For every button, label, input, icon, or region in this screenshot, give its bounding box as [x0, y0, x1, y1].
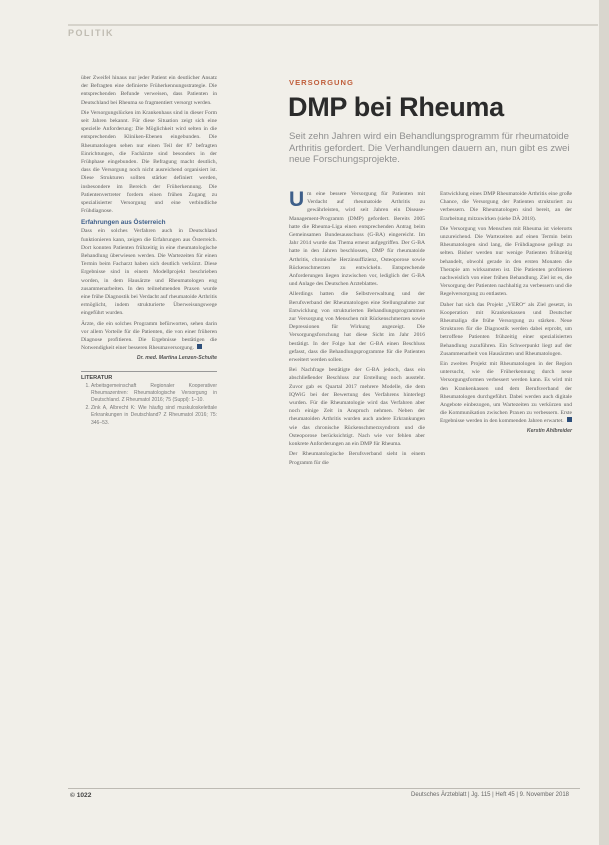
top-rule [68, 24, 598, 26]
author-name: Kerstin Ahlbreider [526, 427, 572, 434]
section-label: POLITIK [68, 28, 114, 38]
article-lead: Seit zehn Jahren wird ein Behandlungsprogramm für rheumatoide Arthritis gefordert. Die Verhandlungen dauern an, nun gibt es zwei neue Forschungsprojekte. [289, 131, 570, 165]
body-text: Ärzte, die ein solches Programm befürworten, sehen darin vor allem Vorteile für die Patienten, die von einer früheren Diagnose profitieren. Die Ergebnisse bestätigen die Notwendigkeit einer besseren Rheumaversorgung. [81, 320, 217, 352]
body-paragraph: Daher hat sich das Projekt „VERO“ als Ziel gesetzt, in Kooperation mit Krankenkassen und Deutscher Rheumaliga die frühe Versorgung zu stärken. Neue Strukturen für die Diagnostik werden dabei erprobt, um betroffene Patienten frühzeitig einer spezialisierten Behandlung zuzuführen. Ein Schwerpunkt liegt auf der Zusammenarbeit von Hausärzten und Rheumatologen. [440, 301, 572, 357]
body-paragraph: Der Rheumatologische Berufsverband sieht in einem Programm für die [289, 451, 425, 466]
body-paragraph: Dass ein solches Verfahren auch in Deutschland funktionieren kann, zeigen die Erfahrungen aus Österreich. Dort konnten Patienten frühzeitig in eine rheumatologische Behandlung überwiesen werden. Die Wartezeiten für einen Termin beim Facharzt haben sich deutlich verkürzt. Diese Ergebnisse sind in einem Modellprojekt beschrieben worden, in dem Hausärzte und Rheumatologen eng zusammenarbeiten. In den teilnehmenden Praxen wurde eine frühe Diagnostik bei Verdacht auf rheumatoide Arthritis ermöglicht, indem strukturierte Überweisungswege eingeführt wurden. [81, 228, 217, 317]
body-paragraph: über Zweifel hinaus nur jeder Patient ein deutlicher Ansatz der Befragten eine definierte Früherkennungsstrategie. Die entsprechenden Befunde verweisen, dass Patienten in Deutschland bei Rheuma so fragmentiert versorgt werden. [81, 75, 217, 106]
body-paragraph [440, 360, 572, 426]
subheading: Erfahrungen aus Österreich [81, 219, 166, 227]
article-title: DMP bei Rheuma [288, 92, 504, 122]
left-column [81, 74, 217, 428]
body-paragraph: Die Versorgungslücken im Krankenhaus sind in dieser Form seit Jahren bekannt. Für diese Situation zeigt sich eine spezielle Anforderung: Die Möglichkeit wird selten in die entsprechenden Kliniken-Ebenen eingebunden. Die Rheumatologen sehen nur einen Teil der 87 befragten Einrichtungen, die Fachärzte sind besonders in der Frühphase eingebunden. Die Befragung macht deutlich, dass die Versorgung noch nicht ausreichend organisiert ist. Diese Strukturen sollten stärker definiert werden, insbesondere im Bereich der Früherkennung. Die Patientenvertreter fordern einen frühen Zugang zu spezialisierter Versorgung und eine verbindliche Frühdiagnose. [81, 109, 217, 215]
body-paragraph [289, 190, 425, 288]
body-paragraph: Die Versorgung von Menschen mit Rheuma ist vielerorts unzureichend. Die Wartezeiten auf einen Termin beim Rheumatologen sind lang, die Frühdiagnose gelingt zu selten. Bisher werden nur wenige Patienten frühzeitig behandelt, obwohl gerade in den ersten Monaten die Therapie am wirksamsten ist. Die Patienten profitieren nachweislich von einer frühen Behandlung. Ziel ist es, die Versorgung der Patienten nachhaltig zu verbessern und die Regelversorgung zu entlasten. [440, 225, 572, 298]
literature-item: 1. Arbeitsgemeinschaft Regionaler Kooperativer Rheumazentren: Rheumatologische Versorgung in Deutschland. Z Rheumatol 2016; 75 (Suppl): 1–10. [91, 383, 217, 405]
literature-heading: LITERATUR [81, 371, 217, 381]
page-edge-shadow [599, 0, 609, 845]
footer-left: © 1022 [70, 792, 92, 799]
drop-cap: U [289, 188, 305, 211]
body-paragraph [81, 320, 217, 353]
end-mark-icon [197, 344, 202, 349]
middle-column [289, 190, 425, 469]
literature-list [81, 383, 217, 427]
body-paragraph: Allerdings hatten die Selbstverwaltung und der Berufsverband der Rheumatologen eine Stellungnahme zur Entwicklung von strukturierten Behandlungsprogrammen zur Versorgung von Menschen mit Rückenschmerzen sowie Depressionen für Wirkung angezeigt. Die Versorgungsforschung hat diese Sicht im Jahr 2016 bestätigt. In der Folge hat der G-BA einen Beschluss gefasst, dass die Behandlungsprogramme für die Patienten erweitert werden sollen. [289, 291, 425, 364]
body-paragraph: Entwicklung eines DMP Rheumatoide Arthritis eine große Chance, die Versorgung der Patienten strukturiert zu verbessern. Die Rheumatologen sind bereit, an der Erarbeitung mitzuwirken (siehe DÄ 2018). [440, 191, 572, 222]
body-paragraph: Bei Nachfrage bestätigte der G-BA jedoch, dass ein abschließender Beschluss zur Erstellung noch aussteht. Zuvor gab es Quartal 2017 mehrere Modelle, die dem IQWiG bei der Bewertung des Verfahrens hinterlegt wurden. Für die Rheumatologie wird das Verfahren aber noch einige Zeit in Anspruch nehmen. Neben der rheumatoiden Arthritis wurden auch andere Erkrankungen wie das chronische Rückenschmerzsyndrom und die Osteoporose berücksichtigt. Nach wie vor fehlen aber konkrete Anforderungen an ein DMP für Rheuma. [289, 367, 425, 448]
literature-item: 2. Zink A, Albrecht K: Wie häufig sind muskuloskelettale Erkrankungen in Deutschland? Z Rheumatol 2016; 75: 346–53. [91, 405, 217, 427]
body-text: Ein zweites Projekt mit Rheumatologen in der Region untersucht, wie die Früherkennung durch neue Versorgungsformen verbessert werden kann. Es wird mit den Krankenkassen und dem Berufsverband der Rheumatologen durchgeführt. Dabei werden auch digitale Angebote einbezogen, um Wartezeiten zu verkürzen und die Kommunikation zwischen Praxen zu verbessern. Erste Ergebnisse werden in den kommenden Jahren erwartet. [440, 361, 572, 425]
right-column [440, 190, 572, 434]
article-kicker: VERSORGUNG [289, 78, 354, 87]
end-mark-icon [567, 417, 572, 422]
footer-citation: Deutsches Ärzteblatt | Jg. 115 | Heft 45 | 9. November 2018 [411, 792, 569, 798]
footer-rule [68, 788, 580, 789]
author-name: Dr. med. Martina Lenzen-Schulte [136, 354, 217, 361]
body-text: m eine bessere Versorgung für Patienten mit Verdacht auf rheumatoide Arthritis zu gewährleisten, wird seit Jahren ein Disease-Management-Programm (DMP) gefordert. Bereits 2005 hatte die Rheuma-Liga einen entsprechenden Antrag beim Gemeinsamen Bundesausschuss (G-BA) eingereicht. Im Jahr 2014 wurde das Thema erneut aufgegriffen. Der G-BA hatte in den Jahren beschlossen, DMP für rheumatoide Arthritis, chronische Herzinsuffizienz, Osteoporose sowie Rückenschmerzen zu entwickeln. Entsprechende Anforderungen liegen inzwischen vor, lediglich der G-BA und Anlage des Deutschen Arzteblattes. [289, 191, 425, 288]
